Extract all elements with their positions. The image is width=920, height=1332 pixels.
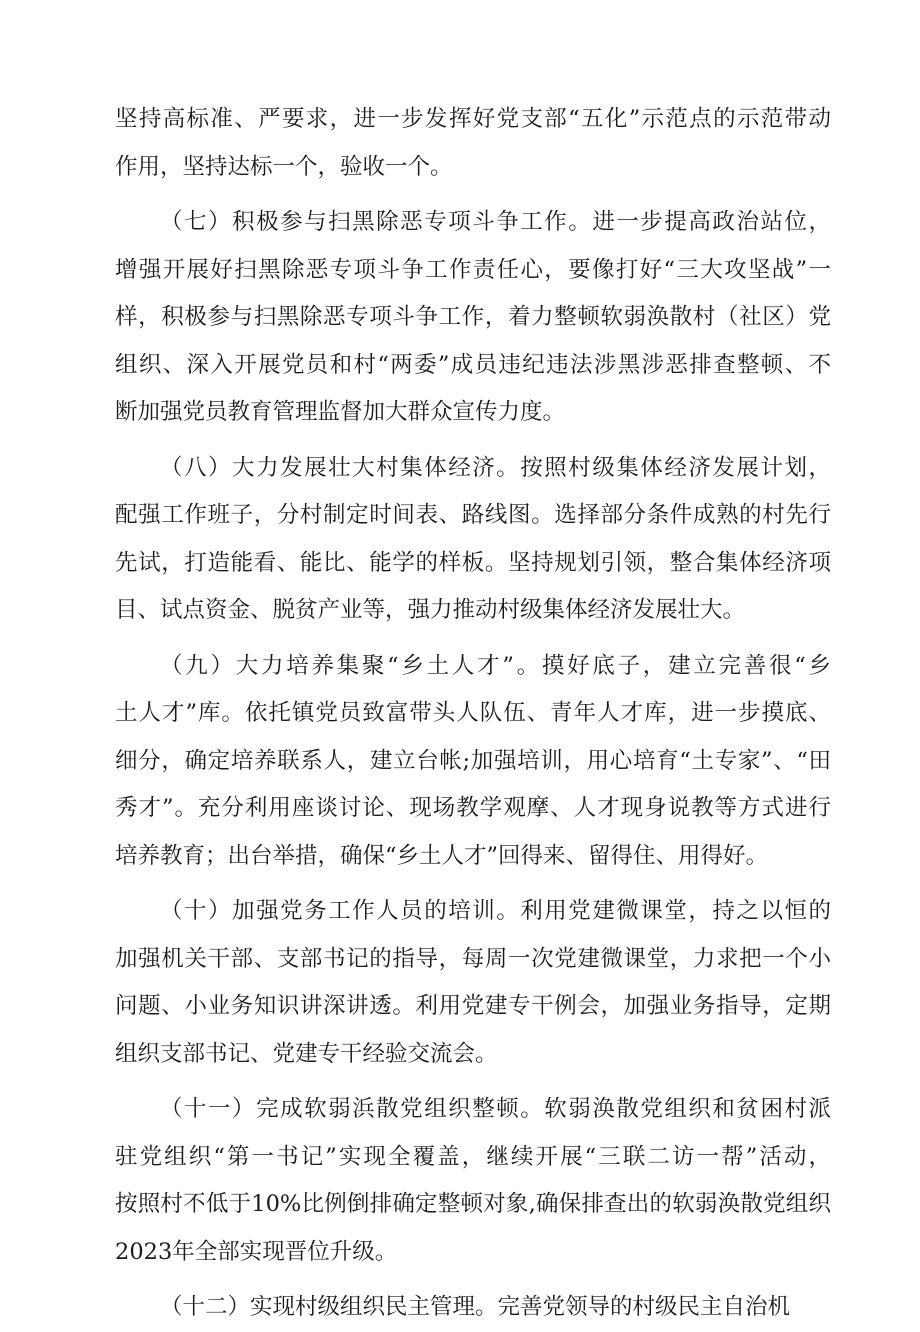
- text-line: 2023年全部实现晋位升级。: [115, 1238, 398, 1265]
- text-line: 细分，确定培养联系人，建立台帐;加强培训，用心培育“土专家”、“田: [115, 747, 831, 774]
- paragraph-section-8: [115, 445, 831, 635]
- text-line: （八）大力发展壮大村集体经济。按照村级集体经济发展计划，: [160, 454, 831, 481]
- paragraph-continuation: [115, 96, 831, 191]
- text-line: 加强机关干部、支部书记的指导，每周一次党建微课堂，力求把一个小: [115, 945, 831, 972]
- paragraph-section-10: [115, 888, 831, 1078]
- paragraph-section-9: [115, 643, 831, 881]
- text-line: 培养教育；出台举措，确保“乡土人才”回得来、留得住、用得好。: [115, 842, 769, 869]
- text-line: 组织支部书记、党建专干经验交流会。: [115, 1040, 498, 1067]
- document-page: [115, 96, 831, 1332]
- text-line: 问题、小业务知识讲深讲透。利用党建专干例会，加强业务指导，定期: [115, 993, 831, 1019]
- text-line: 作用，坚持达标一个，验收一个。: [115, 153, 453, 180]
- text-line: （七）积极参与扫黑除恶专项斗争工作。进一步提高政治站位，: [160, 209, 831, 235]
- text-line: 样，积极参与扫黑除恶专项斗争工作，着力整顿软弱涣散村（社区）党: [115, 304, 831, 330]
- text-line: （十）加强党务工作人员的培训。利用党建微课堂，持之以恒的: [160, 898, 831, 924]
- text-line: 配强工作班子，分村制定时间表、路线图。选择部分条件成熟的村先行: [115, 502, 831, 528]
- text-line: 坚持高标准、严要求，进一步发挥好党支部“五化”示范点的示范带动: [115, 106, 831, 132]
- text-line: 增强开展好扫黑除恶专项斗争工作责任心，要像打好“三大攻坚战”一: [115, 256, 831, 283]
- text-line: （十一）完成软弱浜散党组织整顿。软弱涣散党组织和贫困村派: [160, 1096, 831, 1122]
- text-line: 驻党组织“第一书记”实现全覆盖，继续开展“三联二访一帮”活动，: [115, 1143, 831, 1170]
- text-line: 按照村不低于10%比例倒排确定整顿对象,确保排查出的软弱涣散党组织: [115, 1191, 831, 1217]
- paragraph-section-7: [115, 199, 831, 437]
- paragraph-section-12: [115, 1284, 831, 1332]
- text-line: 断加强党员教育管理监督加大群众宣传力度。: [115, 399, 566, 425]
- text-line: 目、试点资金、脱贫产业等，强力推动村级集体经济发展壮大。: [115, 597, 746, 623]
- paragraph-section-11: [115, 1086, 831, 1276]
- text-line: 先试，打造能看、能比、能学的样板。坚持规划引领，整合集体经济项: [115, 549, 831, 576]
- text-line: （九）大力培养集聚“乡土人才”。摸好底子，建立完善很“乡: [160, 652, 831, 679]
- text-line: （十二）实现村级组织民主管理。完善党领导的村级民主自治机: [160, 1294, 791, 1320]
- text-line: 组织、深入开展党员和村“两委”成员违纪违法涉黑涉恶排查整顿、不: [115, 351, 831, 378]
- text-line: 土人才”库。依托镇党员致富带头人队伍、青年人才库，进一步摸底、: [115, 700, 831, 726]
- text-line: 秀才”。充分利用座谈讨论、现场教学观摩、人才现身说教等方式进行: [115, 795, 831, 821]
